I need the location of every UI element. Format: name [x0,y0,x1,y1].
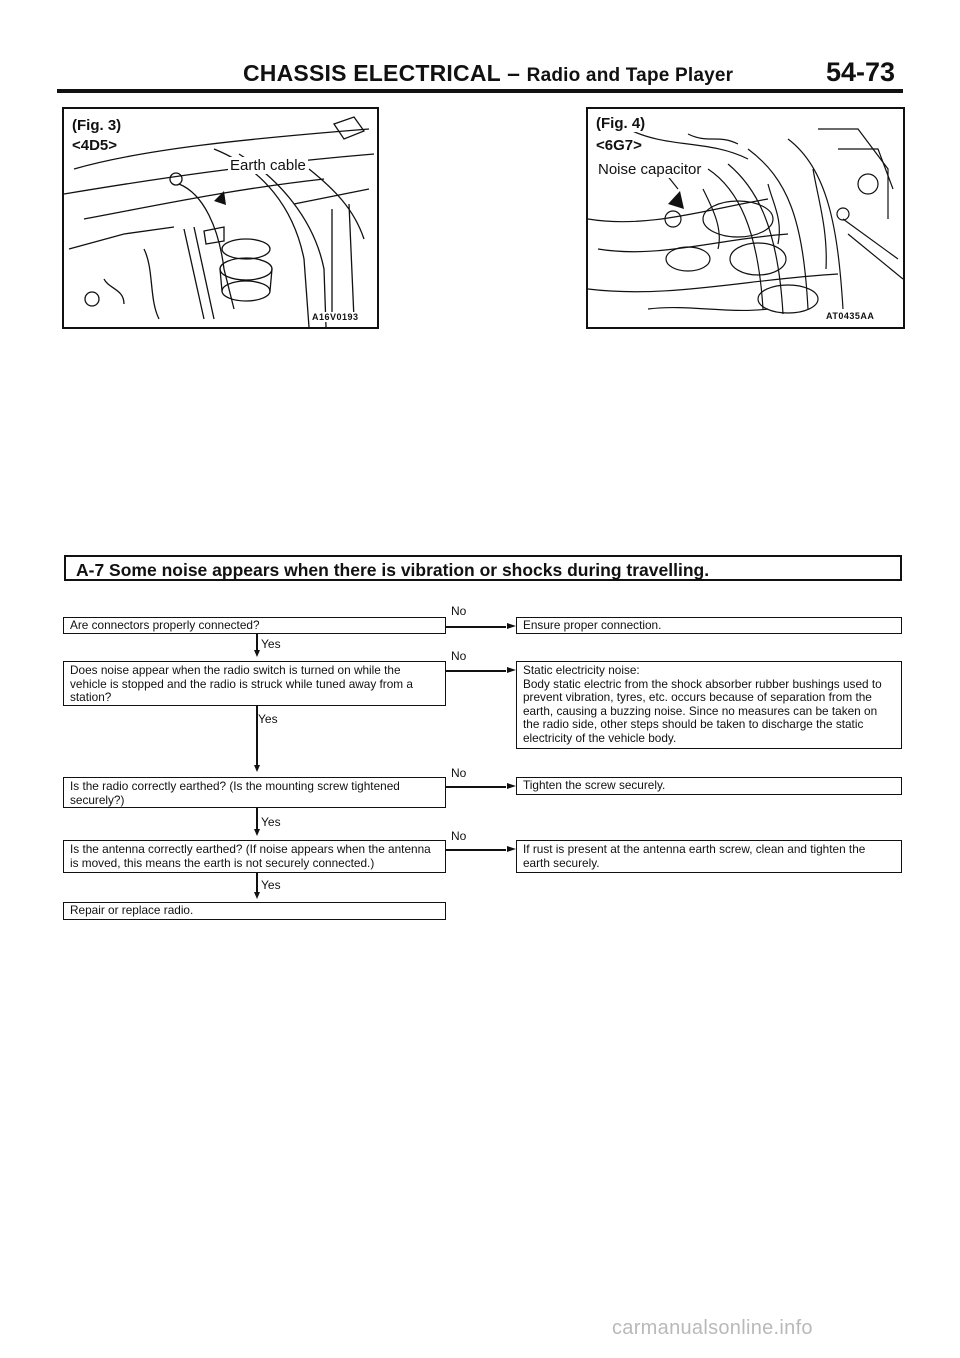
noise-capacitor-callout: Noise capacitor [598,161,702,178]
yes-arrow-3 [254,829,260,836]
question-1-box [63,617,446,634]
yes-label-1: Yes [261,637,281,651]
figure-4-code: AT0435AA [826,311,875,321]
yes-label-2: Yes [258,712,278,726]
no-connector-1 [446,626,506,628]
action-2-title: Static electricity noise: [523,663,640,677]
final-action-text: Repair or replace radio. [70,903,194,917]
yes-connector-1 [256,634,258,650]
figure-4 [586,107,905,329]
figure-4-variant: <6G7> [596,137,642,154]
no-label-2: No [451,649,467,663]
action-2-box [516,661,902,749]
header-rule [57,89,903,93]
action-1-box [516,617,902,634]
yes-arrow-1 [254,650,260,657]
no-arrow-2 [507,667,516,673]
question-4-text: Is the antenna correctly earthed? (If noise appears when the antenna is moved, this means the earth is not securely connected.) [70,842,431,870]
action-4-box [516,840,902,873]
no-connector-3 [446,786,506,788]
question-2-box [63,661,446,706]
figure-3-code: A16V0193 [312,312,359,322]
yes-arrow-4 [254,892,260,899]
action-1-text: Ensure proper connection. [523,618,662,632]
final-action-box [63,902,446,920]
no-arrow-1 [507,623,516,629]
no-label-3: No [451,766,467,780]
watermark: carmanualsonline.info [612,1317,813,1339]
no-arrow-3 [507,783,516,789]
figure-3-label: (Fig. 3) [72,117,122,134]
yes-label-3: Yes [261,815,281,829]
figure-4-label: (Fig. 4) [596,115,646,132]
subsection-name: Radio and Tape Player [526,65,734,86]
question-4-box [63,840,446,873]
yes-label-4: Yes [261,878,281,892]
yes-connector-4 [256,873,258,894]
question-3-text: Is the radio correctly earthed? (Is the mounting screw tightened securely?) [70,779,400,807]
action-2-text: Body static electric from the shock absorber rubber bushings used to prevent vibration, tyres, etc. occurs because of separation from the earth, causing a buzzing noise. Since no measures can be taken on the radio side, other steps should be taken to discharge the static electricity of the vehicle body. [523,676,882,745]
earth-cable-callout: Earth cable [230,157,306,174]
section-name: CHASSIS ELECTRICAL [243,60,501,86]
question-2-text: Does noise appear when the radio switch is turned on while the vehicle is stopped and the radio is struck while tuned away from a station? [70,663,413,704]
no-connector-2 [446,670,506,672]
action-4-text: If rust is present at the antenna earth screw, clean and tighten the earth securely. [523,842,866,870]
question-3-box [63,777,446,808]
no-label-4: No [451,829,467,843]
figure-3 [62,107,379,329]
no-arrow-4 [507,846,516,852]
figure-3-variant: <4D5> [72,137,118,154]
no-connector-4 [446,849,506,851]
question-1-text: Are connectors properly connected? [70,618,260,632]
action-3-text: Tighten the screw securely. [523,778,666,792]
no-label-1: No [451,604,467,618]
page-number: 54-73 [826,57,896,87]
title-separator: – [507,60,521,86]
action-3-box [516,777,902,795]
yes-arrow-2 [254,765,260,772]
page-title [243,60,733,87]
section-title: A-7 Some noise appears when there is vibration or shocks during travelling. [64,555,902,581]
